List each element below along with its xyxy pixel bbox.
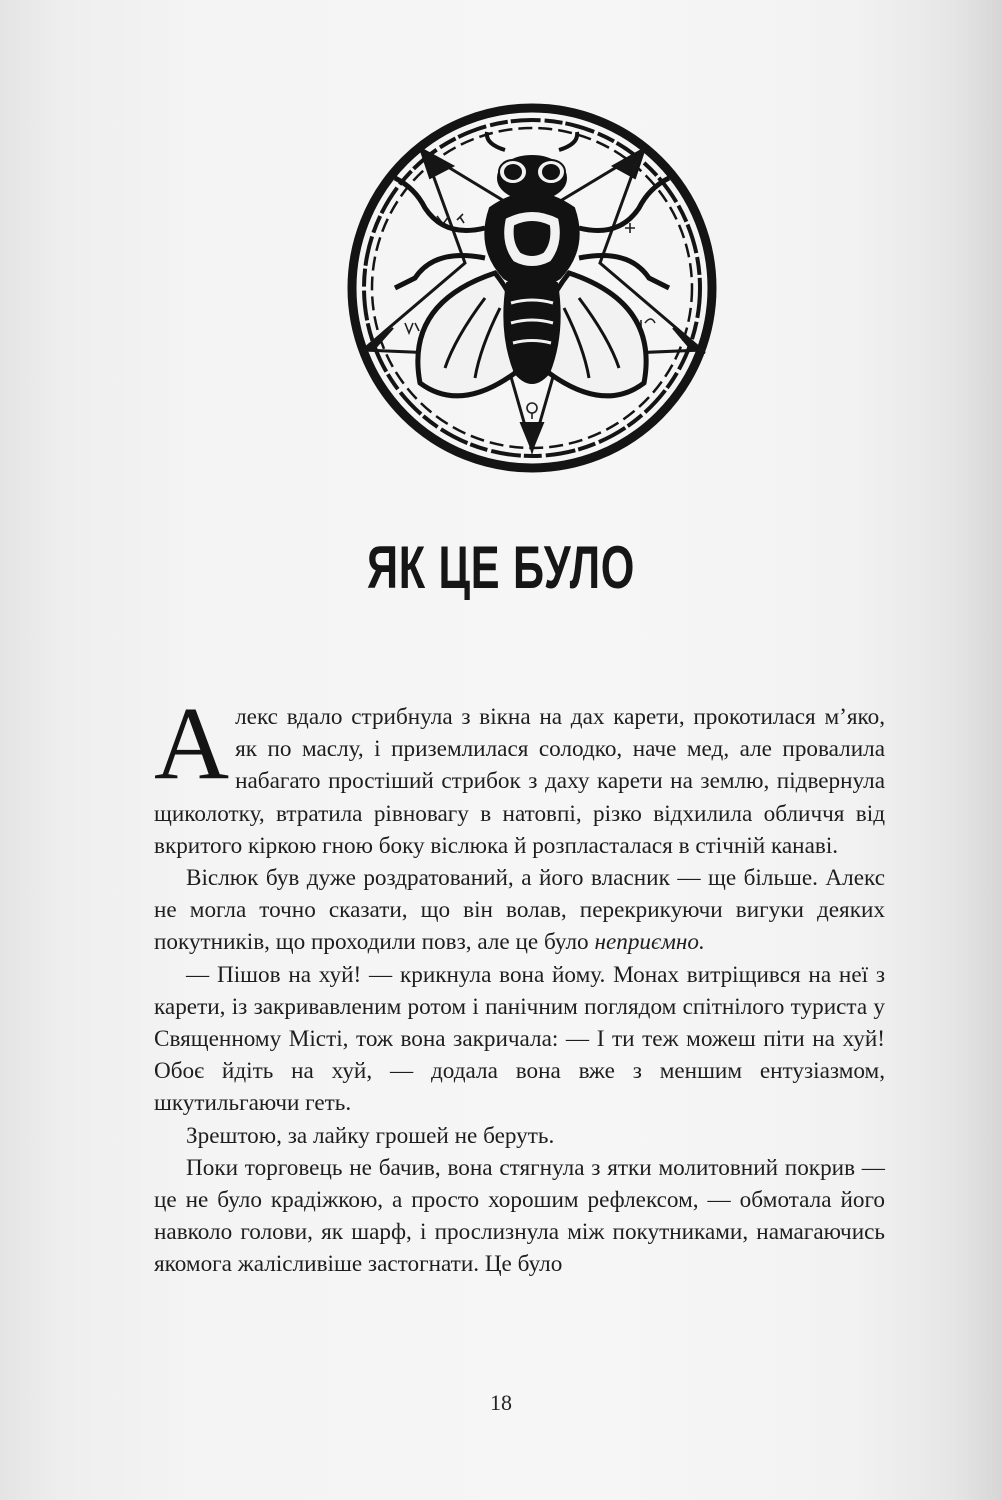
paragraph-4: Зрештою, за лайку грошей не беруть. <box>186 1122 555 1149</box>
paragraph-2 <box>154 862 885 959</box>
fly-icon <box>345 98 720 478</box>
paragraph-2-text: Віслюк був дуже роздратований, а його власник — ще більше. Алекс не могла точно сказати, що він волав, перекрикуючи вигуки деяких покутників, що проходили повз, але це було <box>154 865 885 956</box>
chapter-title: ЯК ЦЕ БУЛО <box>366 534 636 601</box>
paragraph-1-text: лекс вдало стрибнула з вікна на дах карети, прокотилася м’яко, як по маслу, і приземлилася солодко, наче мед, але провалила набагато простіший стрибок з даху карети на землю, підвернула щиколотку, втратила рівновагу в натовпі, різко відхилила обличчя від вкритого кіркою гною боку віслюка й розпласталася в стічній канаві. <box>154 704 885 859</box>
dropcap-letter: А <box>154 686 230 801</box>
paragraph-1 <box>154 686 885 862</box>
chapter-body <box>154 686 885 1281</box>
paragraph-3: — Пішов на хуй! — крикнула вона йому. Монах витріщився на неї з карети, із закривавленим ротом і панічним поглядом спітнілого туриста у Священному Місті, тож вона закричала: — І ти теж можеш піти на хуй! Обоє йдіть на хуй, — додала вона вже з меншим ентузіазмом, шкутильгаючи геть. <box>154 961 885 1117</box>
fly-pentagram-emblem <box>345 98 720 478</box>
paragraph-5: Поки торговець не бачив, вона стягнула з ятки молитовний покрив — це не було крадіжкою, а просто хорошим рефлексом, — обмотала його навколо голови, як шарф, і прослизнула між покутниками, намагаючись якомога жалісливіше застогнати. Це було <box>154 1154 885 1278</box>
page-number: 18 <box>490 1390 512 1415</box>
paragraph-2-italic: неприємно. <box>594 929 705 956</box>
